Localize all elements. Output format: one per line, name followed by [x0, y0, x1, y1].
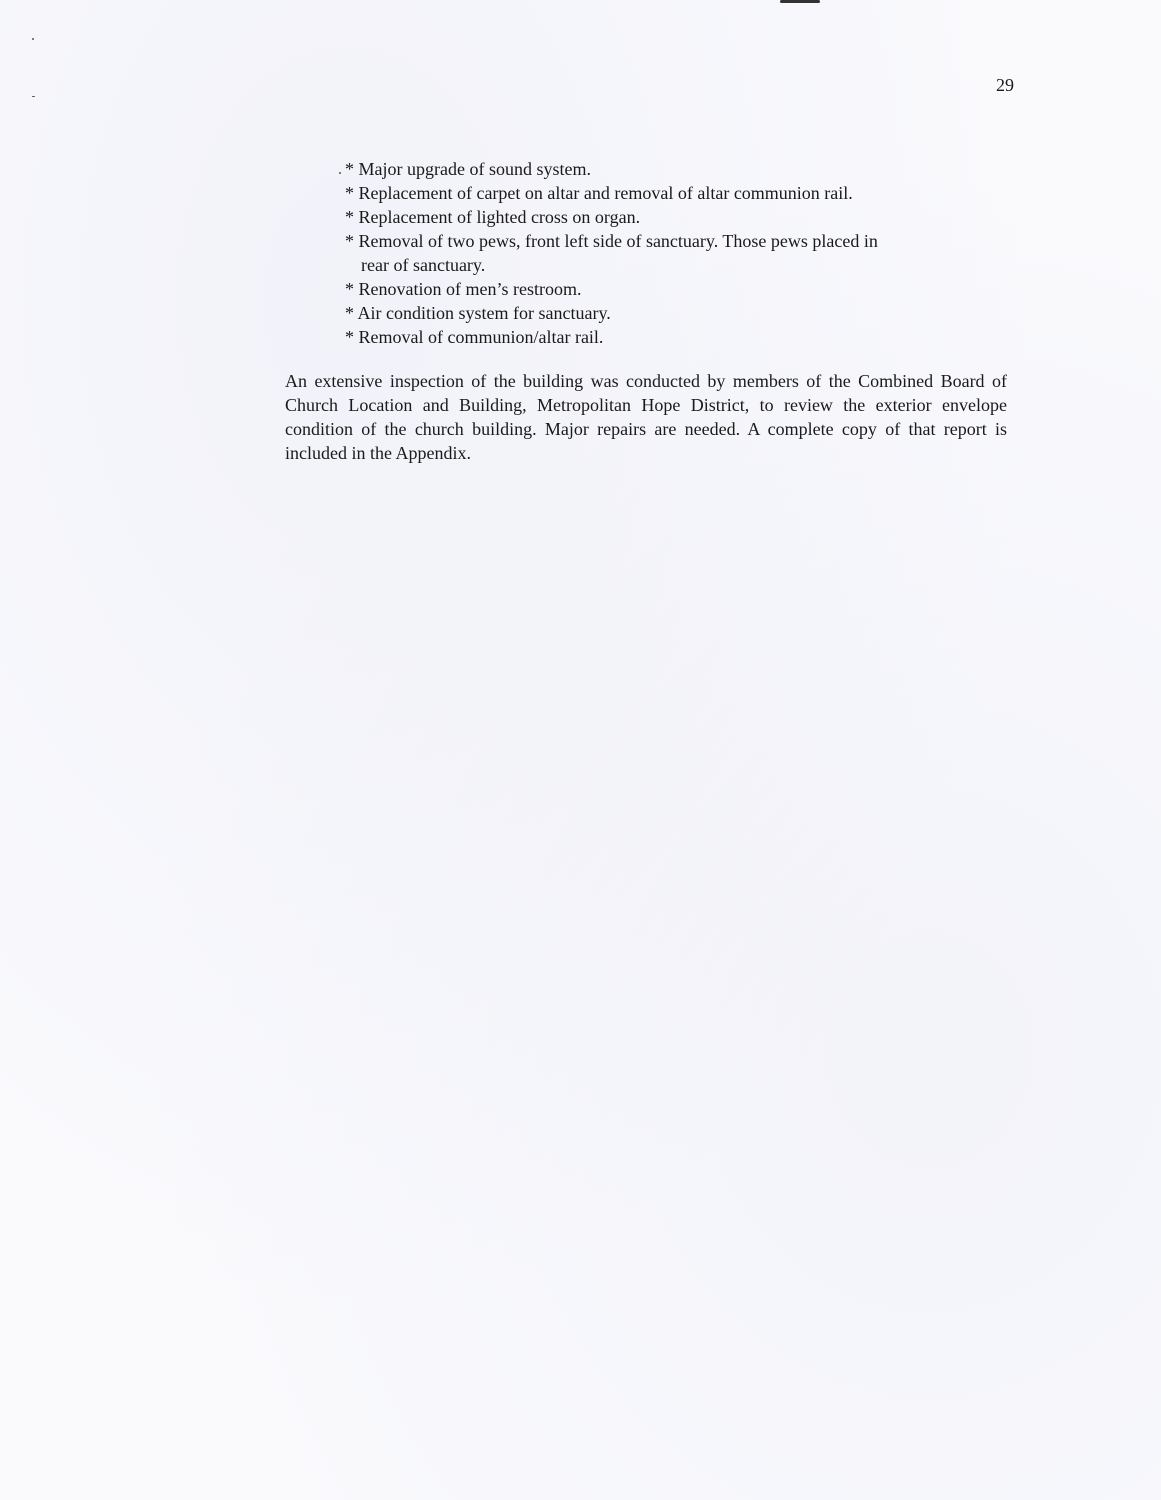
list-item-text: * Renovation of men’s restroom. [345, 279, 582, 299]
list-item [335, 205, 975, 229]
list-item [335, 277, 975, 301]
list-item-text: * Removal of two pews, front left side of sanctuary. Those pews placed in [345, 231, 878, 251]
scan-speck [32, 38, 34, 40]
scan-speck [32, 96, 35, 97]
list-item-text: * Replacement of lighted cross on organ. [345, 207, 641, 227]
list-item [335, 181, 975, 205]
list-item [335, 301, 975, 325]
list-item [335, 229, 975, 277]
list-item-continuation: rear of sanctuary. [361, 255, 486, 275]
list-item-text: * Air condition system for sanctuary. [345, 303, 611, 323]
list-item-text: * Replacement of carpet on altar and removal of altar communion rail. [345, 183, 853, 203]
list-item-text: * Major upgrade of sound system. [345, 159, 591, 179]
page-number: 29 [996, 75, 1014, 95]
list-item [335, 325, 975, 349]
list-item-text: * Removal of communion/altar rail. [345, 327, 604, 347]
inspection-paragraph: An extensive inspection of the building was conducted by members of the Combined Board of Church Location and Building, Metropolitan Hope District, to review the exterior envelope condition of the church building. Major repairs are needed. A complete copy of that report is included in the Appendix. [285, 371, 1007, 463]
improvements-list [335, 157, 975, 349]
list-item [335, 157, 975, 181]
scan-artifact-bar [780, 0, 820, 3]
